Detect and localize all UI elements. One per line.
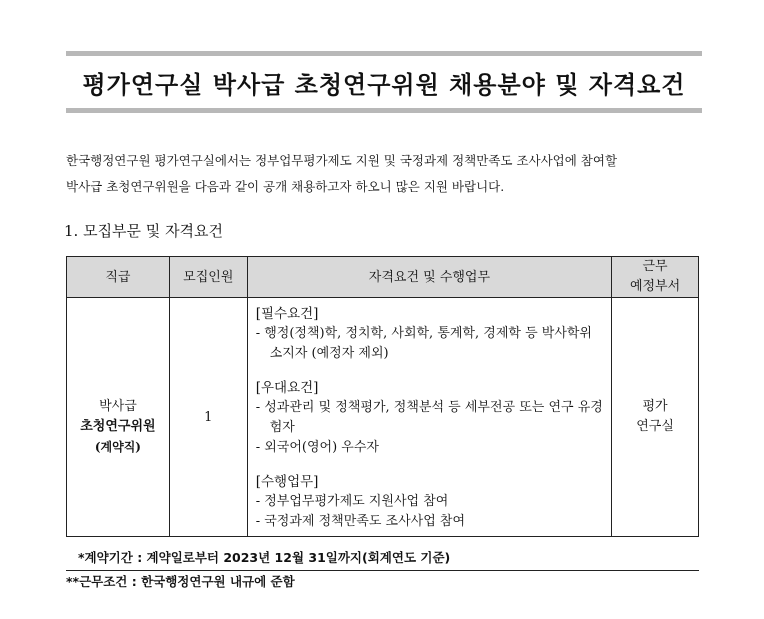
table-header-row: [67, 257, 699, 298]
required-group: [256, 304, 603, 364]
header-count: 모집인원: [169, 257, 247, 298]
cell-count: 1: [169, 298, 247, 537]
preferred-heading: [우대요건]: [255, 380, 319, 396]
cell-requirements: [247, 298, 611, 537]
footnotes: [66, 546, 699, 594]
cell-department: [612, 298, 699, 537]
section-heading: 1. 모집부문 및 자격요건: [64, 222, 224, 240]
department-line2: 연구실: [636, 419, 674, 434]
department-line1: 평가: [642, 399, 668, 414]
preferred-item: - 외국어(영어) 우수자: [255, 440, 379, 455]
header-department: [612, 257, 699, 298]
duties-group: [256, 472, 603, 532]
cell-position: [67, 298, 170, 537]
note-contract-period: *계약기간 : 계약일로부터 2023년 12월 31일까지(회계연도 기준): [78, 550, 451, 565]
table-row: [67, 298, 699, 537]
intro-line-1: 한국행정연구원 평가연구실에서는 정부업무평가제도 지원 및 국정과제 정책만족도 조사사업에 참여할: [66, 153, 618, 168]
position-line3: (계약직): [94, 440, 141, 454]
duties-item: - 정부업무평가제도 지원사업 참여: [255, 494, 449, 509]
recruitment-table: [66, 256, 699, 537]
position-line2: 초청연구위원: [80, 419, 156, 434]
header-requirements: 자격요건 및 수행업무: [247, 257, 611, 298]
preferred-item: - 성과관리 및 정책평가, 정책분석 등 세부전공 또는 연구 유경험자: [255, 400, 603, 435]
title-band: [66, 51, 702, 113]
duties-heading: [수행업무]: [255, 474, 319, 490]
preferred-group: [256, 378, 603, 458]
intro-line-2: 박사급 초청연구위원을 다음과 같이 공개 채용하고자 하오니 많은 지원 바랍니다.: [66, 179, 505, 194]
header-department-line2: 예정부서: [629, 279, 681, 294]
intro-paragraph: [66, 148, 706, 200]
header-position: 직급: [67, 257, 170, 298]
position-line1: 박사급: [99, 399, 137, 414]
required-item: - 행정(정책)학, 정치학, 사회학, 통계학, 경제학 등 박사학위 소지자 (예정자 제외): [255, 326, 592, 361]
required-heading: [필수요건]: [255, 306, 319, 322]
notes-divider: [66, 570, 699, 571]
note-work-conditions: **근무조건 : 한국행정연구원 내규에 준함: [66, 574, 295, 589]
header-department-line1: 근무: [642, 259, 668, 274]
document-title: 평가연구실 박사급 초청연구위원 채용분야 및 자격요건: [82, 70, 686, 99]
duties-item: - 국정과제 정책만족도 조사사업 참여: [255, 514, 466, 529]
